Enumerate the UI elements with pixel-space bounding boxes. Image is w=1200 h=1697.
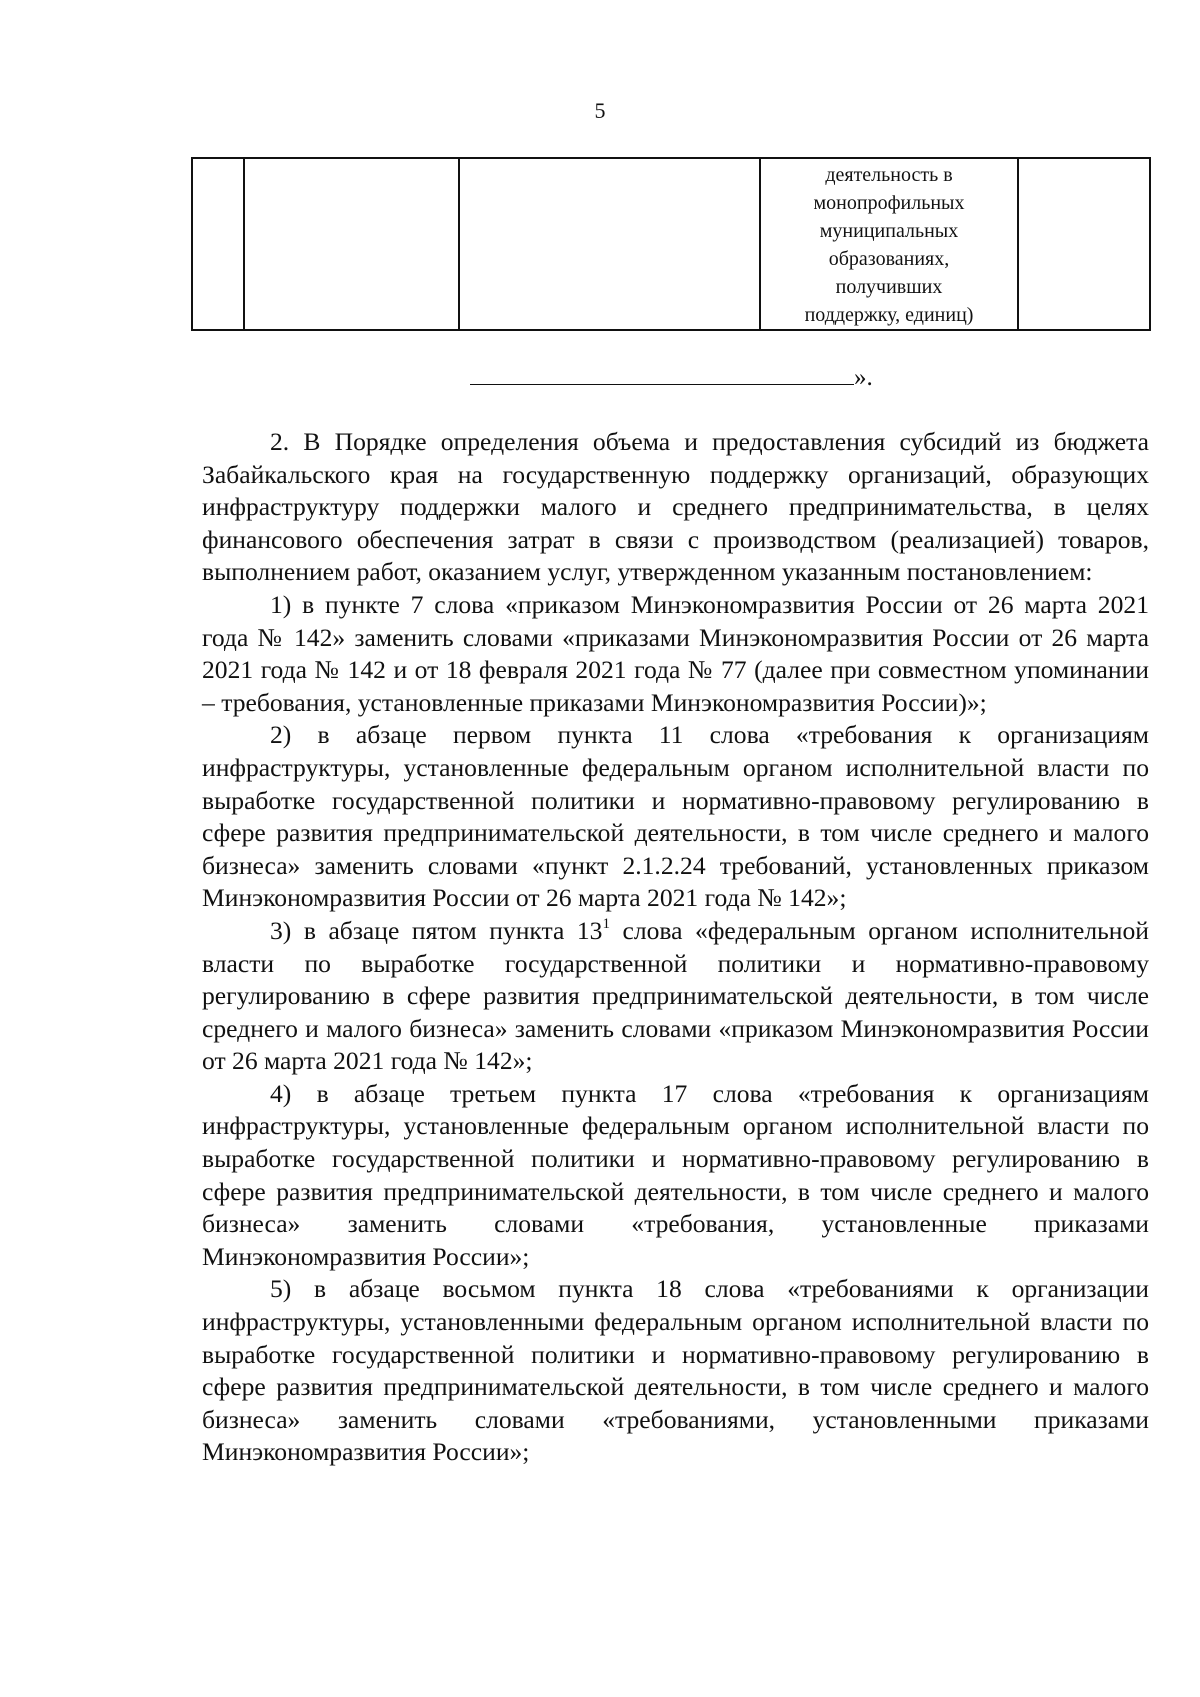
closing-rule xyxy=(470,383,854,385)
paragraph-item-3 xyxy=(202,915,1149,1078)
indicator-line: образованиях, xyxy=(828,248,950,270)
paragraph-item-2: 2) в абзаце первом пункта 11 слова «требования к организациям инфраструктуры, установленные федеральным органом исполнительной власти по выработке государственной политики и нормативно-правовому регулированию в сфере развития предпринимательской деятельности, в том числе среднего и малого бизнеса» заменить словами «пункт 2.1.2.24 требований, установленных приказом Минэкономразвития России от 26 марта 2021 года № 142»; xyxy=(202,720,1149,913)
indicator-text xyxy=(761,159,1017,329)
table-row xyxy=(192,158,1150,330)
table-cell-name xyxy=(244,158,459,330)
paragraph-2: 2. В Порядке определения объема и предоставления субсидий из бюджета Забайкальского края на государственную поддержку организаций, образующих инфраструктуру поддержки малого и среднего предпринимательства, в целях финансового обеспечения затрат в связи с производством (реализацией) товаров, выполнением работ, оказанием услуг, утвержденном указанным постановлением: xyxy=(202,427,1149,587)
paragraph-item-5: 5) в абзаце восьмом пункта 18 слова «требованиями к организации инфраструктуры, установленными федеральным органом исполнительной власти по выработке государственной политики и нормативно-правовому регулированию в сфере развития предпринимательской деятельности, в том числе среднего и малого бизнеса» заменить словами «требованиями, установленными приказами Минэкономразвития России»; xyxy=(202,1274,1149,1467)
closing-mark: ». xyxy=(854,364,873,391)
table-cell-description xyxy=(459,158,760,330)
item-3-lead: 3) в абзаце пятом пункта 13 xyxy=(270,915,603,945)
paragraph-item-4: 4) в абзаце третьем пункта 17 слова «требования к организациям инфраструктуры, установленные федеральным органом исполнительной власти по выработке государственной политики и нормативно-правовому регулированию в сфере развития предпринимательской деятельности, в том числе среднего и малого бизнеса» заменить словами «требования, установленные приказами Минэкономразвития России»; xyxy=(202,1078,1149,1271)
indicator-line: поддержку, единиц) xyxy=(804,304,974,326)
item-3-superscript: 1 xyxy=(602,915,610,932)
paragraph-item-1: 1) в пункте 7 слова «приказом Минэкономразвития России от 26 марта 2021 года № 142» заменить словами «приказами Минэкономразвития России от 26 марта 2021 года № 142 и от 18 февраля 2021 года № 77 (далее при совместном упоминании – требования, установленные приказами Минэкономразвития России)»; xyxy=(202,589,1149,717)
table-cell-indicator xyxy=(760,158,1018,330)
page-number: 5 xyxy=(594,98,606,123)
indicator-line: муниципальных xyxy=(819,220,959,242)
item-3-rest: слова «федеральным органом исполнительной власти по выработке государственной политики и нормативно-правовому регулированию в сфере развития предпринимательской деятельности, в том числе среднего и малого бизнеса» заменить словами «приказом Минэкономразвития России от 26 марта 2021 года № 142»; xyxy=(202,915,1149,1076)
indicator-line: монопрофильных xyxy=(813,192,965,214)
indicator-line: получивших xyxy=(835,276,943,298)
table-cell-number xyxy=(192,158,244,330)
table-closing-line xyxy=(470,362,873,394)
document-body xyxy=(202,426,1149,1469)
continued-table xyxy=(191,157,1151,331)
indicator-line: деятельность в xyxy=(825,164,953,186)
table-cell-value xyxy=(1018,158,1150,330)
